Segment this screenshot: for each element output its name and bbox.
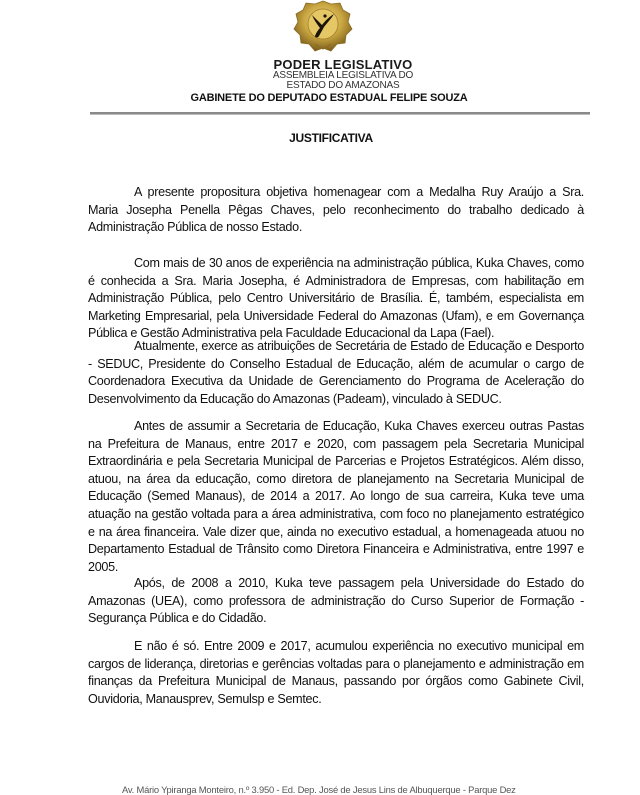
paragraph-3	[88, 338, 584, 408]
paragraph-text: Atualmente, exerce as atribuições de Secretária de Estado de Educação e Desporto - SEDUC, Presidente do Conselho Estadual de Educação, além de acumular o cargo de Coordenadora Executiva da Unidade de Gerenciamento do Programa de Aceleração do Desenvolvimento da Educação do Amazonas (Padeam), vinculado à SEDUC.	[88, 339, 584, 406]
footer-address: Av. Mário Ypiranga Monteiro, n.º 3.950 - Ed. Dep. José de Jesus Lins de Albuquerque - Parque Dez	[122, 784, 516, 795]
paragraph-text: A presente propositura objetiva homenagear com a Medalha Ruy Araújo a Sra. Maria Josepha Penella Pêgas Chaves, pelo reconhecimento do trabalho dedicado à Administração Pública de nosso Estado.	[88, 185, 584, 235]
paragraph-4	[88, 418, 584, 576]
office-name: GABINETE DO DEPUTADO ESTADUAL FELIPE SOUZA	[190, 92, 468, 104]
paragraph-5	[88, 575, 584, 628]
document-title: JUSTIFICATIVA	[289, 131, 373, 145]
paragraph-1	[88, 184, 584, 237]
paragraph-text: E não é só. Entre 2009 e 2017, acumulou experiência no executivo municipal em cargos de liderança, diretorias e gerências voltadas para o planejamento e administração em finanças da Prefeitura Municipal de Manaus, passando por órgãos como Gabinete Civil, Ouvidoria, Manausprev, Semulsp e Semtec.	[88, 639, 584, 706]
assembly-crest-icon	[285, 0, 361, 54]
paragraph-6	[88, 638, 584, 708]
org-title: PODER LEGISLATIVO	[273, 57, 413, 72]
header-divider	[90, 112, 590, 115]
org-subtitle-line2: ESTADO DO AMAZONAS	[286, 80, 400, 91]
paragraph-text: Após, de 2008 a 2010, Kuka teve passagem pela Universidade do Estado do Amazonas (UEA), como professora de administração do Curso Superior de Formação - Segurança Pública e do Cidadão.	[88, 576, 584, 626]
paragraph-2	[88, 255, 584, 343]
org-subtitle-line1: ASSEMBLEIA LEGISLATIVA DO	[272, 70, 414, 81]
paragraph-text: Com mais de 30 anos de experiência na administração pública, Kuka Chaves, como é conhecida a Sra. Maria Josepha, é Administradora de Empresas, com habilitação em Administração Pública, pelo Centro Universitário de Brasília. É, também, especialista em Marketing Empresarial, pela Universidade Federal do Amazonas (Ufam), e em Governança Pública e Gestão Administrativa pela Faculdade Educacional da Lapa (Fael).	[88, 256, 584, 341]
paragraph-text: Antes de assumir a Secretaria de Educação, Kuka Chaves exerceu outras Pastas na Prefeitura de Manaus, entre 2017 e 2020, com passagem pela Secretaria Municipal Extraordinária e pela Secretaria Municipal de Parcerias e Projetos Estratégicos. Além disso, atuou, na área da educação, como diretora de planejamento na Secretaria Municipal de Educação (Semed Manaus), de 2014 a 2017. Ao longo de sua carreira, Kuka teve uma atuação na gestão voltada para a área administrativa, com foco no planejamento estratégico e na área financeira. Vale dizer que, ainda no executivo estadual, a homenageada atuou no Departamento Estadual de Trânsito como Diretora Financeira e Administrativa, entre 1997 e 2005.	[88, 419, 584, 574]
